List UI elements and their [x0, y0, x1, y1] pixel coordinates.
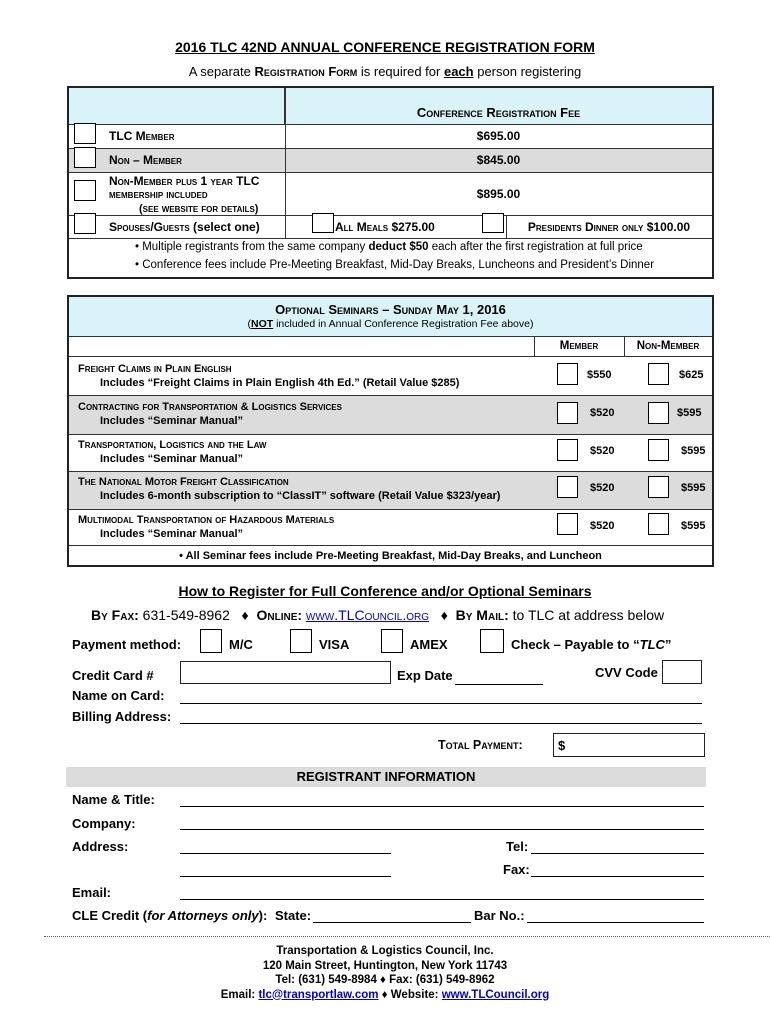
- seminar-1-nonmember-checkbox[interactable]: [648, 363, 669, 385]
- seminar-row-4: [69, 472, 712, 509]
- subtitle-form: Registration Form: [254, 64, 358, 79]
- spouses-label-text: Spouses/Guests: [109, 220, 190, 234]
- footer-block: [0, 944, 770, 1002]
- all-meals-label: All Meals $275.00: [335, 220, 435, 234]
- billing-address-label: Billing Address:: [72, 709, 172, 724]
- online-label: Online:: [256, 607, 303, 623]
- footer-phones: Tel: (631) 549-8984 ♦ Fax: (631) 549-8962: [275, 974, 495, 986]
- note1-pre: • Multiple registrants from the same company: [135, 241, 369, 253]
- name-on-card-line[interactable]: [180, 703, 702, 704]
- note1-bold: deduct $50: [368, 241, 429, 253]
- non-member-label: Non – Member: [109, 153, 182, 167]
- name-title-label: Name & Title:: [72, 792, 155, 807]
- by-fax-label: By Fax:: [91, 607, 139, 623]
- seminar-member-price-1: $550: [587, 369, 612, 381]
- footer-org: Transportation & Logistics Council, Inc.: [276, 945, 494, 957]
- credit-card-label: Credit Card #: [72, 668, 154, 683]
- credit-card-input[interactable]: [180, 661, 391, 684]
- seminar-4-member-checkbox[interactable]: [557, 476, 578, 498]
- spouses-checkbox[interactable]: [74, 213, 96, 234]
- subtitle-mid: is required for: [357, 64, 444, 79]
- address-line-1[interactable]: [180, 853, 391, 854]
- spouses-label: [109, 220, 260, 234]
- footer-website-link[interactable]: www.TLCouncil.org: [441, 988, 550, 1001]
- seminar-member-price-3: $520: [590, 445, 615, 457]
- amex-checkbox[interactable]: [381, 629, 403, 653]
- seminar-title-5: Multimodal Transportation of Hazardous Materials: [78, 514, 335, 526]
- cle-credit-label: [72, 908, 267, 923]
- total-payment-label: Total Payment:: [438, 738, 523, 752]
- seminar-5-member-checkbox[interactable]: [557, 513, 578, 535]
- seminar-2-nonmember-checkbox[interactable]: [648, 402, 669, 424]
- sub-not: NOT: [250, 318, 274, 330]
- fax-label: Fax:: [503, 862, 530, 877]
- diamond-icon: ♦: [440, 607, 448, 623]
- seminar-member-price-2: $520: [590, 407, 615, 419]
- exp-date-line[interactable]: [455, 684, 543, 685]
- by-mail-label: By Mail:: [455, 607, 509, 623]
- footer-divider: [44, 936, 770, 937]
- sub-pre: (: [247, 318, 251, 330]
- seminar-title-4: The National Motor Freight Classification: [78, 476, 289, 488]
- sub-post: included in Annual Conference Registration Fee above): [273, 318, 534, 330]
- seminar-member-price-5: $520: [590, 520, 615, 532]
- footer-email-link[interactable]: tlc@transportlaw.com: [258, 988, 379, 1001]
- seminar-5-nonmember-checkbox[interactable]: [648, 513, 669, 535]
- cle-italic: for Attorneys only: [147, 908, 259, 923]
- billing-address-line[interactable]: [180, 723, 702, 724]
- email-label: Email:: [72, 885, 112, 900]
- by-mail-value: to TLC at address below: [512, 607, 665, 623]
- col-member: Member: [559, 340, 599, 352]
- seminar-nonmember-price-5: $595: [681, 520, 706, 532]
- non-member-plus-label: [109, 174, 259, 216]
- non-member-plus-line1: Non-Member plus 1 year TLC: [109, 174, 260, 188]
- seminar-2-member-checkbox[interactable]: [557, 402, 578, 424]
- cvv-input[interactable]: [662, 660, 702, 684]
- seminar-nonmember-price-1: $625: [679, 369, 704, 381]
- company-line[interactable]: [180, 829, 704, 830]
- tlc-member-label: TLC Member: [109, 129, 175, 143]
- tlc-member-checkbox[interactable]: [74, 123, 96, 144]
- address-line-2[interactable]: [180, 876, 391, 877]
- note1-post: each after the first registration at full price: [428, 241, 643, 253]
- check-checkbox[interactable]: [480, 629, 504, 653]
- bar-no-label: Bar No.:: [474, 908, 525, 923]
- company-label: Company:: [72, 816, 136, 831]
- all-meals-checkbox[interactable]: [312, 213, 334, 233]
- presidents-dinner-checkbox[interactable]: [482, 213, 504, 233]
- footer-address: 120 Main Street, Huntington, New York 11743: [262, 959, 508, 972]
- non-member-checkbox[interactable]: [74, 147, 96, 168]
- by-fax-value: 631-549-8962: [142, 607, 230, 623]
- tel-line[interactable]: [531, 853, 704, 854]
- seminar-title-2: Contracting for Transportation & Logistics Services: [78, 401, 342, 413]
- name-on-card-label: Name on Card:: [72, 688, 165, 703]
- seminars-subheader: [69, 318, 712, 330]
- visa-label: VISA: [319, 637, 350, 652]
- conference-note-1: [135, 241, 643, 253]
- exp-date-label: Exp Date: [397, 668, 453, 683]
- seminars-header: Optional Seminars – Sunday May 1, 2016: [275, 302, 506, 317]
- seminar-3-nonmember-checkbox[interactable]: [648, 439, 669, 461]
- check-post: ”: [664, 637, 672, 652]
- subtitle-each: each: [443, 64, 474, 79]
- seminars-footer-note: • All Seminar fees include Pre-Meeting Breakfast, Mid-Day Breaks, and Luncheon: [179, 550, 602, 562]
- total-payment-input[interactable]: $: [553, 733, 705, 757]
- check-label: [511, 637, 671, 652]
- subtitle-pre: A separate: [188, 64, 255, 79]
- footer-contact: [0, 988, 770, 1003]
- seminar-1-member-checkbox[interactable]: [557, 363, 578, 385]
- register-heading: How to Register for Full Conference and/or Optional Seminars: [178, 583, 592, 599]
- mc-checkbox[interactable]: [200, 629, 222, 653]
- seminar-nonmember-price-3: $595: [681, 445, 706, 457]
- conference-fee-table: [67, 86, 714, 279]
- payment-method-label: Payment method:: [72, 637, 182, 652]
- non-member-plus-price: $895.00: [476, 187, 521, 201]
- non-member-price: $845.00: [476, 153, 521, 167]
- seminars-table: [67, 295, 714, 567]
- fee-header: Conference Registration Fee: [285, 88, 712, 124]
- non-member-plus-checkbox[interactable]: [74, 180, 96, 201]
- cle-pre: CLE Credit (: [72, 908, 148, 923]
- presidents-dinner-label: Presidents Dinner only $100.00: [527, 220, 691, 234]
- non-member-plus-line3: (see website for details): [139, 203, 259, 215]
- check-pre: Check – Payable to “: [511, 637, 640, 652]
- cle-post: ):: [258, 908, 268, 923]
- fee-header-left: [69, 88, 285, 124]
- register-methods: [91, 607, 664, 623]
- email-line[interactable]: [180, 899, 704, 900]
- seminar-detail-4: Includes 6-month subscription to “ClassIT” software (Retail Value $323/year): [100, 490, 501, 502]
- address-label: Address:: [72, 839, 129, 854]
- seminar-nonmember-price-4: $595: [681, 482, 706, 494]
- seminar-detail-5: Includes “Seminar Manual”: [100, 528, 244, 540]
- form-title: 2016 TLC 42ND ANNUAL CONFERENCE REGISTRATION FORM: [175, 39, 595, 55]
- seminar-detail-1: Includes “Freight Claims in Plain English 4th Ed.” (Retail Value $285): [100, 377, 460, 389]
- visa-checkbox[interactable]: [290, 629, 312, 653]
- form-subtitle: [0, 64, 770, 79]
- seminar-title-3: Transportation, Logistics and the Law: [78, 439, 267, 451]
- spouses-select-text: (select one): [189, 220, 260, 234]
- footer-website-label: ♦ Website:: [378, 988, 442, 1001]
- diamond-icon: ♦: [241, 607, 249, 623]
- seminar-member-price-4: $520: [590, 482, 615, 494]
- online-link[interactable]: www.TLCouncil.org: [305, 607, 430, 623]
- tel-label: Tel:: [506, 839, 529, 854]
- non-member-plus-line2: membership included: [109, 189, 208, 201]
- seminar-detail-2: Includes “Seminar Manual”: [100, 415, 244, 427]
- amex-label: AMEX: [410, 637, 448, 652]
- seminar-4-nonmember-checkbox[interactable]: [648, 476, 669, 498]
- conference-note-2: • Conference fees include Pre-Meeting Breakfast, Mid-Day Breaks, Luncheons and President’s Dinner: [135, 259, 655, 271]
- fax-line[interactable]: [531, 876, 704, 877]
- state-label: State:: [275, 908, 312, 923]
- cvv-label: CVV Code: [595, 665, 658, 680]
- seminar-row-2: [69, 396, 712, 434]
- footer-email-label: Email:: [220, 988, 259, 1001]
- col-nonmember: Non-Member: [636, 340, 700, 352]
- check-tlc: TLC: [639, 637, 665, 652]
- mc-label: M/C: [229, 637, 253, 652]
- seminar-title-1: Freight Claims in Plain English: [78, 363, 232, 375]
- name-title-line[interactable]: [180, 806, 704, 807]
- seminar-nonmember-price-2: $595: [677, 407, 702, 419]
- state-line[interactable]: [313, 922, 471, 923]
- tlc-member-price: $695.00: [476, 129, 521, 143]
- seminar-detail-3: Includes “Seminar Manual”: [100, 453, 244, 465]
- bar-no-line[interactable]: [527, 922, 704, 923]
- subtitle-post: person registering: [473, 64, 582, 79]
- seminar-3-member-checkbox[interactable]: [557, 439, 578, 461]
- registrant-header: REGISTRANT INFORMATION: [66, 767, 706, 787]
